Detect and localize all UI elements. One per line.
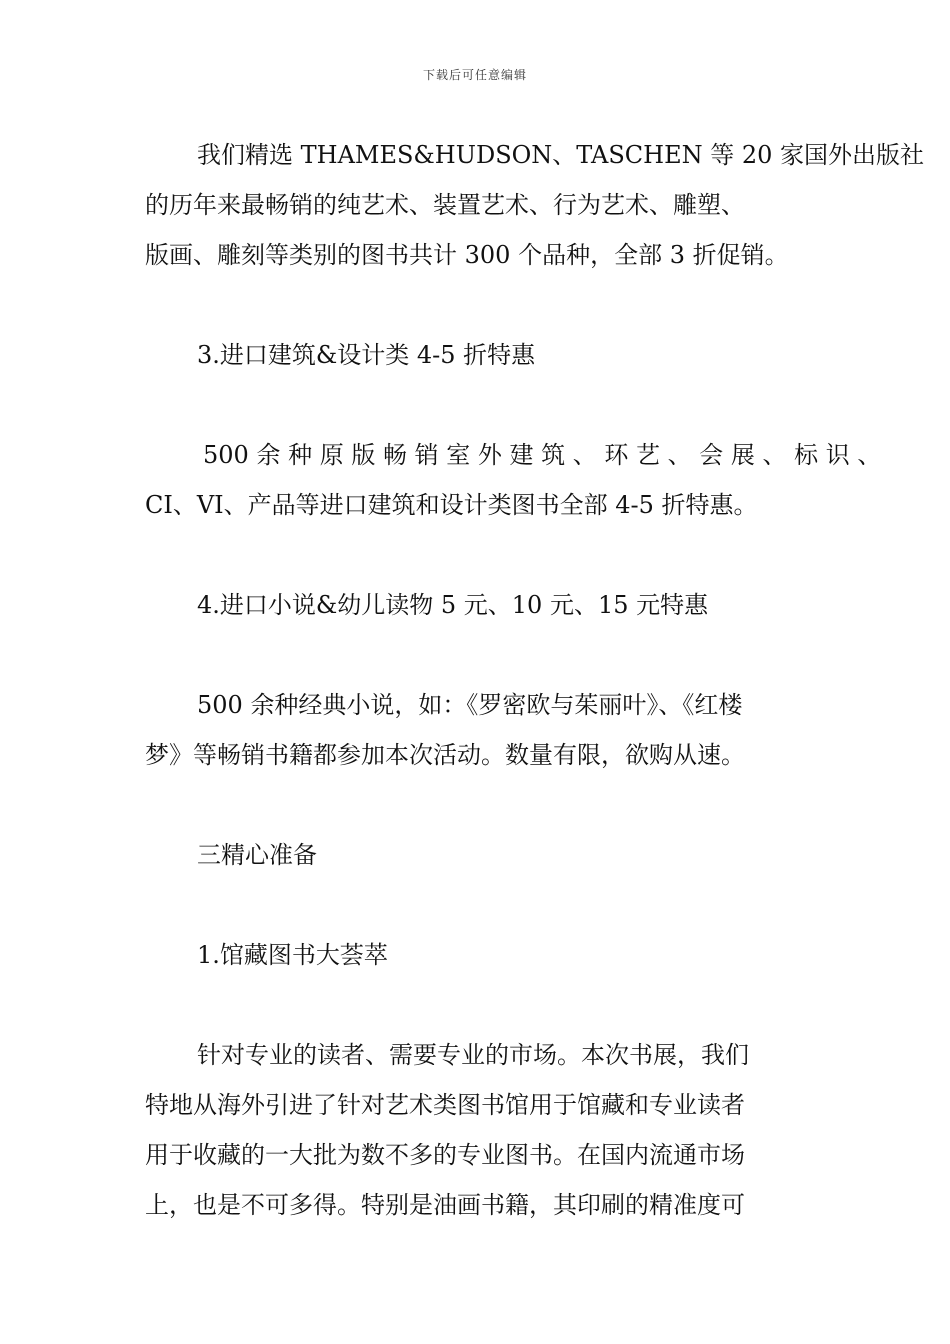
document-body — [145, 130, 925, 1230]
paragraph-line: 版画、雕刻等类别的图书共计 300 个品种，全部 3 折促销。 — [145, 241, 789, 269]
paragraph-collection — [145, 1030, 825, 1230]
paragraph-line: 特地从海外引进了针对艺术类图书馆用于馆藏和专业读者 — [145, 1091, 745, 1119]
paragraph-line: 我们精选 THAMES&HUDSON、TASCHEN 等 20 家国外出版社 — [197, 141, 925, 169]
header-note: 下载后可任意编辑 — [422, 68, 527, 82]
paragraph-line: 针对专业的读者、需要专业的市场。本次书展，我们 — [197, 1041, 749, 1069]
paragraph-line: 的历年来最畅销的纯艺术、装置艺术、行为艺术、雕塑、 — [145, 191, 745, 219]
paragraph-architecture-books — [145, 430, 882, 530]
section-heading-preparation: 三精心准备 — [197, 841, 317, 869]
heading-architecture-design: 3.进口建筑&设计类 4-5 折特惠 — [197, 341, 536, 369]
paragraph-art-books — [145, 130, 925, 280]
paragraph-line: 上，也是不可多得。特别是油画书籍，其印刷的精准度可 — [145, 1191, 745, 1219]
subheading-collection-books: 1.馆藏图书大荟萃 — [197, 941, 388, 969]
paragraph-line: 500 余 种 原 版 畅 销 室 外 建 筑 、 环 艺 、 会 展 、 标 识 、 — [203, 441, 882, 469]
paragraph-line: CI、VI、产品等进口建筑和设计类图书全部 4-5 折特惠。 — [145, 491, 758, 519]
paragraph-line: 梦》等畅销书籍都参加本次活动。数量有限，欲购从速。 — [145, 741, 745, 769]
heading-novels-children: 4.进口小说&幼儿读物 5 元、10 元、15 元特惠 — [197, 591, 709, 619]
paragraph-line: 用于收藏的一大批为数不多的专业图书。在国内流通市场 — [145, 1141, 745, 1169]
paragraph-novels — [145, 680, 825, 780]
paragraph-line: 500 余种经典小说，如：《罗密欧与茱丽叶》、《红楼 — [197, 691, 743, 719]
